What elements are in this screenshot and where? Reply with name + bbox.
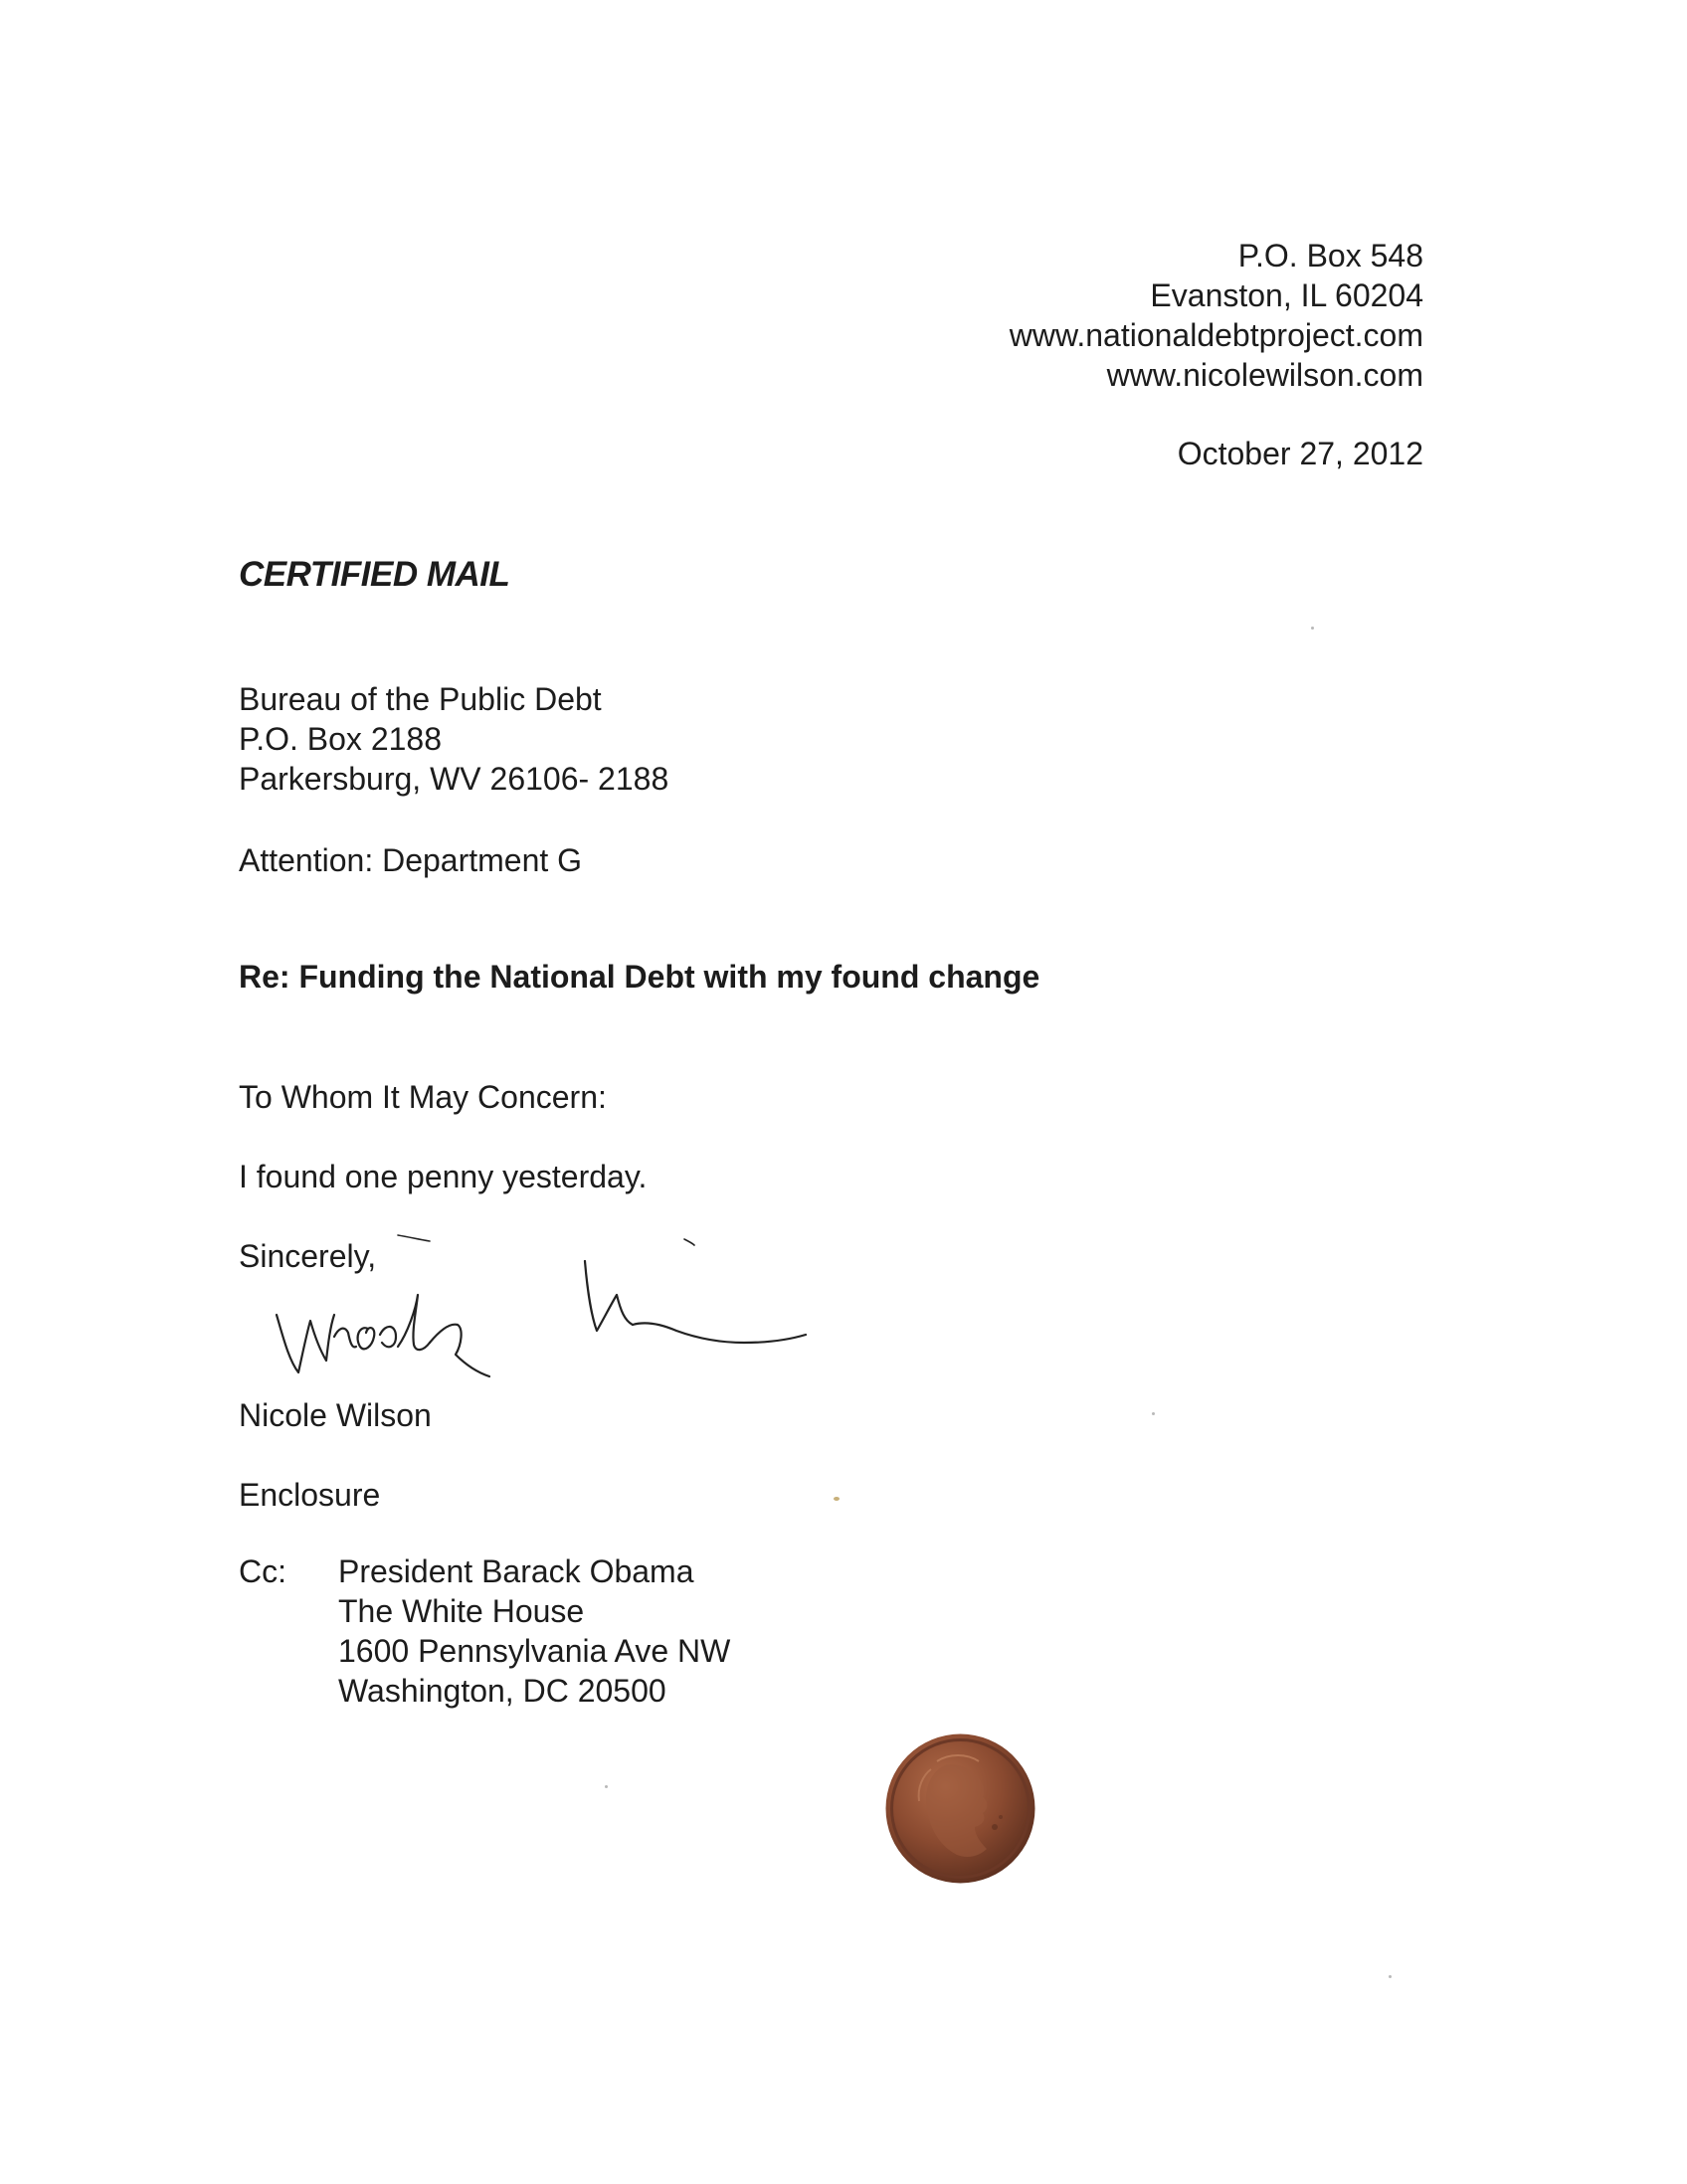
penny-coin-image — [883, 1731, 1037, 1886]
return-address — [1010, 236, 1423, 395]
paper-speck — [1389, 1975, 1392, 1978]
return-address-url: www.nationaldebtproject.com — [1009, 317, 1423, 353]
cc-line: 1600 Pennsylvania Ave NW — [338, 1633, 731, 1669]
sender-name: Nicole Wilson — [239, 1397, 432, 1433]
return-address-line: Evanston, IL 60204 — [1150, 277, 1423, 313]
cc-line: The White House — [338, 1593, 585, 1629]
letter-date: October 27, 2012 — [1177, 436, 1423, 471]
attention-line: Attention: Department G — [239, 842, 583, 878]
salutation: To Whom It May Concern: — [239, 1079, 607, 1115]
delivery-method-heading: CERTIFIED MAIL — [239, 555, 510, 594]
recipient-line: Parkersburg, WV 26106- 2188 — [239, 761, 669, 797]
closing: Sincerely, — [239, 1238, 377, 1274]
cc-line: Washington, DC 20500 — [338, 1673, 666, 1709]
cc-label: Cc: — [239, 1553, 286, 1589]
letter-body: I found one penny yesterday. — [239, 1159, 648, 1194]
enclosure-note: Enclosure — [239, 1477, 381, 1513]
subject-line: Re: Funding the National Debt with my found change — [239, 959, 1040, 995]
recipient-address — [239, 679, 668, 799]
cc-line: President Barack Obama — [338, 1553, 694, 1589]
paper-speck — [605, 1785, 608, 1788]
cc-address — [338, 1551, 730, 1711]
signature-image — [269, 1225, 845, 1394]
recipient-line: Bureau of the Public Debt — [239, 681, 602, 717]
paper-speck — [1311, 627, 1314, 630]
return-address-line: P.O. Box 548 — [1237, 238, 1423, 273]
paper-speck — [1152, 1412, 1155, 1415]
recipient-line: P.O. Box 2188 — [239, 721, 442, 757]
paper-speck — [834, 1497, 840, 1501]
return-address-url: www.nicolewilson.com — [1106, 357, 1423, 393]
